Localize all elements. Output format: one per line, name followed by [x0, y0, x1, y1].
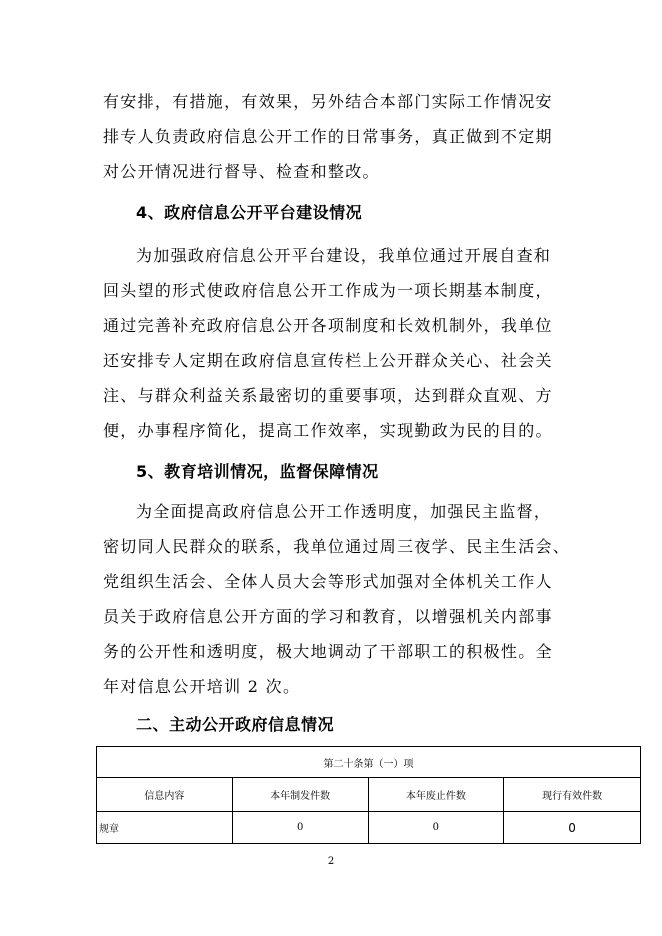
table-cell: 0 [368, 812, 504, 844]
text-line: 便，办事程序简化，提高工作效率，实现勤政为民的目的。 [103, 421, 553, 440]
table-title: 第二十条第（一）项 [97, 747, 641, 778]
text-line: 排专人负责政府信息公开工作的日常事务，真正做到不定期 [103, 127, 553, 146]
text-line: 为全面提高政府信息公开工作透明度，加强民主监督， [136, 502, 552, 521]
text-line: 有安排，有措施，有效果，另外结合本部门实际工作情况安 [103, 92, 553, 111]
text-line: 对公开情况进行督导、检查和整改。 [103, 162, 380, 181]
table-header: 本年废止件数 [368, 778, 504, 812]
info-table [96, 746, 641, 844]
text-line: 务的公开性和透明度，极大地调动了干部职工的积极性。全 [103, 642, 553, 661]
table-cell: 0 [504, 812, 641, 844]
table-cell: 规章 [97, 812, 233, 844]
table-cell: 0 [232, 812, 368, 844]
table-header: 信息内容 [97, 778, 233, 812]
section-2-heading: 二、主动公开政府信息情况 [136, 715, 335, 734]
section-4-heading: 4、政府信息公开平台建设情况 [136, 203, 363, 222]
page-number: 2 [327, 856, 335, 867]
text-line: 年对信息公开培训 2 次。 [103, 677, 301, 696]
section-5-heading: 5、教育培训情况，监督保障情况 [136, 462, 379, 481]
text-line: 为加强政府信息公开平台建设，我单位通过开展自查和 [136, 246, 552, 265]
text-line: 密切同人民群众的联系，我单位通过周三夜学、民主生活会、 [103, 537, 571, 556]
table-header: 本年制发件数 [232, 778, 368, 812]
text-line: 回头望的形式使政府信息公开工作成为一项长期基本制度， [103, 281, 553, 300]
table-row [97, 812, 641, 844]
text-line: 员关于政府信息公开方面的学习和教育，以增强机关内部事 [103, 607, 553, 626]
table-header: 现行有效件数 [504, 778, 641, 812]
text-line: 党组织生活会、全体人员大会等形式加强对全体机关工作人 [103, 572, 553, 591]
text-line: 注、与群众利益关系最密切的重要事项，达到群众直观、方 [103, 386, 553, 405]
text-line: 还安排专人定期在政府信息宣传栏上公开群众关心、社会关 [103, 351, 553, 370]
text-line: 通过完善补充政府信息公开各项制度和长效机制外，我单位 [103, 316, 553, 335]
